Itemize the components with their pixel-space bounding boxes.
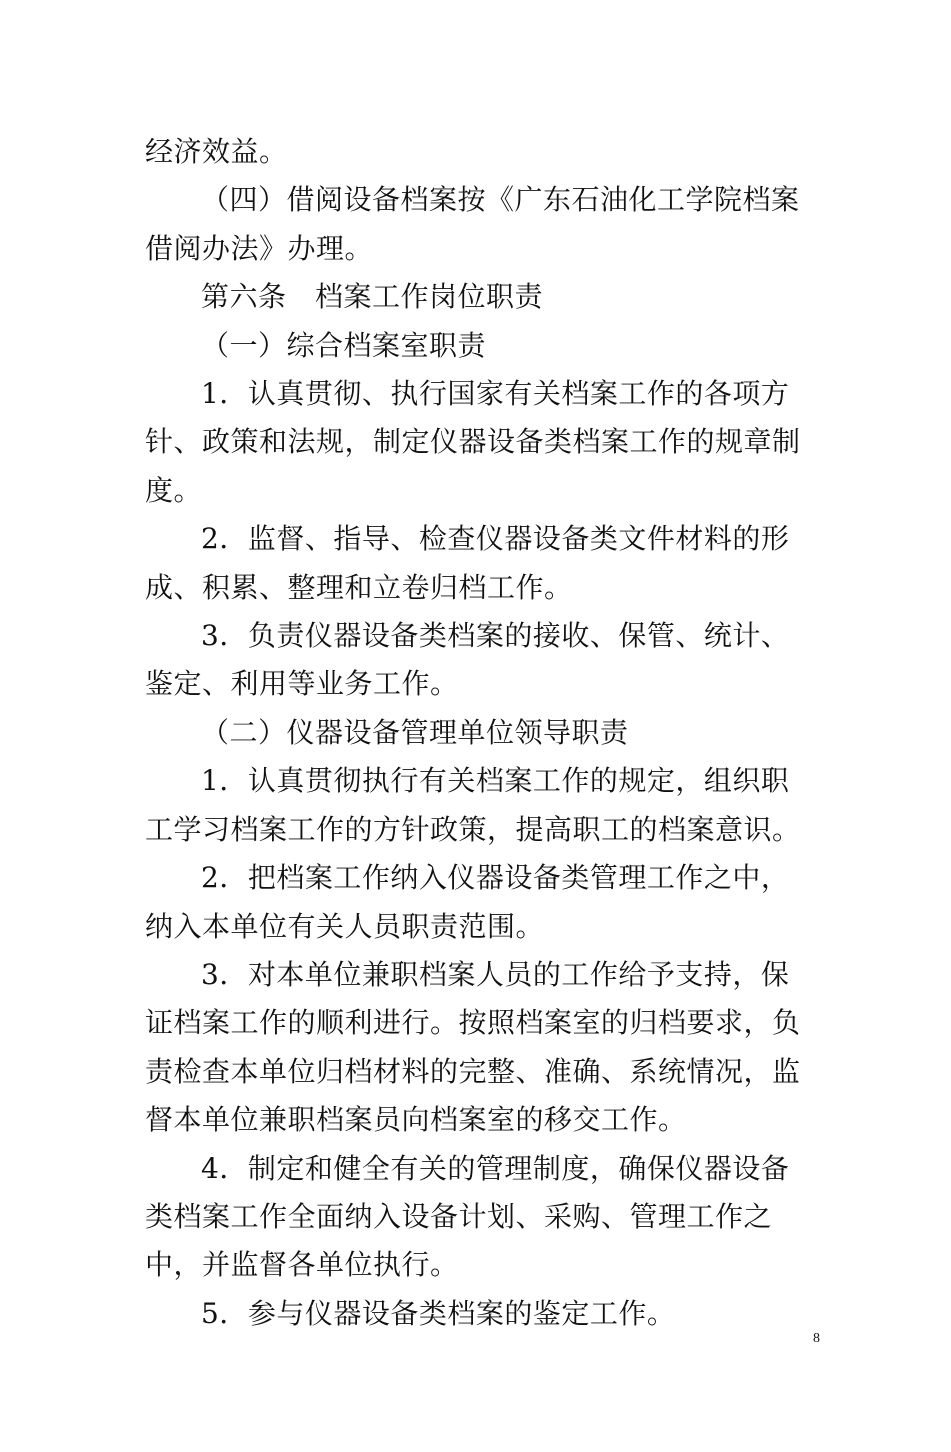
section-2-item-5: 5．参与仪器设备类档案的鉴定工作。 bbox=[201, 1296, 676, 1330]
paragraph-item-4-borrowing: （四）借阅设备档案按《广东石油化工学院档案借阅办法》办理。 bbox=[145, 183, 800, 265]
section-2-item-1: 1．认真贯彻执行有关档案工作的规定，组织职工学习档案工作的方针政策，提高职工的档案意识。 bbox=[145, 764, 801, 846]
section-1-item-2: 2．监督、指导、检查仪器设备类文件材料的形成、积累、整理和立卷归档工作。 bbox=[145, 522, 790, 604]
section-2-heading: （二）仪器设备管理单位领导职责 bbox=[201, 715, 629, 749]
section-2-item-2: 2．把档案工作纳入仪器设备类管理工作之中，纳入本单位有关人员职责范围。 bbox=[145, 861, 790, 943]
article-6-heading: 第六条 档案工作岗位职责 bbox=[201, 280, 544, 314]
paragraph-continuation: 经济效益。 bbox=[145, 135, 288, 168]
section-1-heading: （一）综合档案室职责 bbox=[201, 328, 487, 362]
section-1-item-1: 1．认真贯彻、执行国家有关档案工作的各项方针、政策和法规，制定仪器设备类档案工作的规章制度。 bbox=[145, 377, 801, 507]
section-2-item-4: 4．制定和健全有关的管理制度，确保仪器设备类档案工作全面纳入设备计划、采购、管理工作之中，并监督各单位执行。 bbox=[145, 1151, 790, 1282]
document-body bbox=[145, 128, 810, 1338]
section-2-item-3: 3．对本单位兼职档案人员的工作给予支持，保证档案工作的顺利进行。按照档案室的归档要求，负责检查本单位归档材料的完整、准确、系统情况，监督本单位兼职档案员向档案室的移交工作。 bbox=[145, 957, 801, 1137]
page-number: 8 bbox=[813, 1331, 820, 1346]
section-1-item-3: 3．负责仪器设备类档案的接收、保管、统计、鉴定、利用等业务工作。 bbox=[145, 619, 790, 701]
